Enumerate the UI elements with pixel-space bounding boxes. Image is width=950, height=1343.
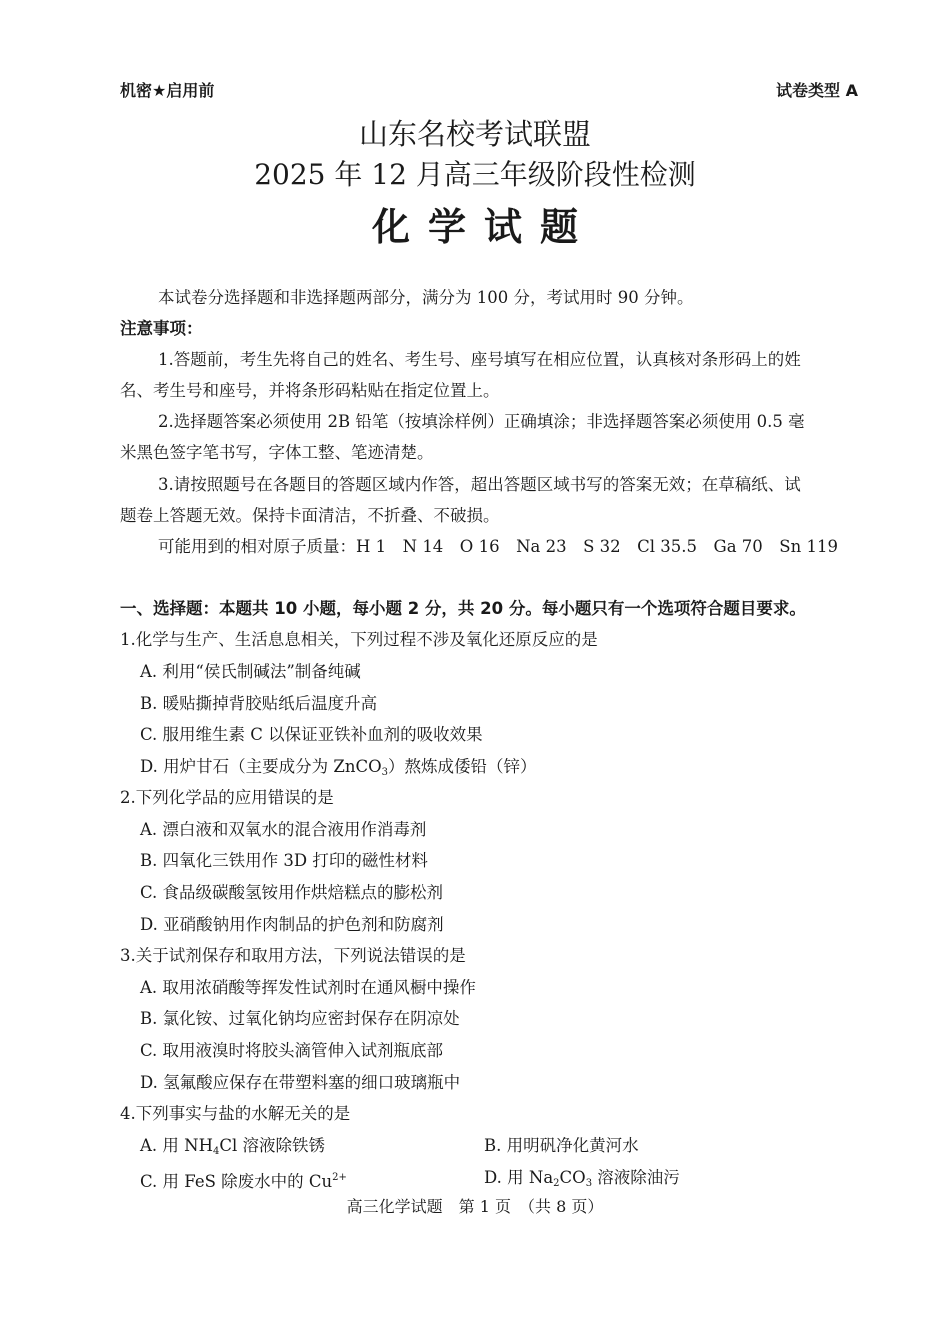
note-3-line-1: 3.请按照题号在各题目的答题区域内作答，超出答题区域书写的答案无效；在草稿纸、试 [158,475,801,494]
question-3-stem: 3.关于试剂保存和取用方法，下列说法错误的是 [120,946,466,965]
subject-title: 化学试题 [371,205,596,249]
question-1-stem: 1.化学与生产、生活息息相关，下列过程不涉及氧化还原反应的是 [120,630,598,649]
question-4-option-d: D. 用 $Na_2CO_3$ 溶液除油污 [484,1168,680,1189]
note-2-line-2: 米黑色签字笔书写，字体工整、笔迹清楚。 [120,443,434,462]
question-3-option-c: C. 取用液溴时将胶头滴管伸入试剂瓶底部 [140,1041,444,1060]
exam-alliance-title: 山东名校考试联盟 [358,117,591,151]
page-footer: 高三化学试题 第 1 页 （共 8 页） [346,1197,604,1216]
question-2-stem: 2.下列化学品的应用错误的是 [120,788,334,807]
atomic-masses: 可能用到的相对原子质量：H 1 N 14 O 16 Na 23 S 32 Cl 35.5 Ga 70 Sn 119 [158,537,838,556]
question-2-option-c: C. 食品级碳酸氢铵用作烘焙糕点的膨松剂 [140,883,444,902]
intro-text: 本试卷分选择题和非选择题两部分，满分为 100 分，考试用时 90 分钟。 [158,288,694,307]
exam-session-title: 2025 年 12 月高三年级阶段性检测 [254,158,696,191]
question-4-option-c: C. 用 FeS 除废水中的 $Cu^{2+}$ [140,1172,347,1191]
question-3-option-b: B. 氯化铵、过氧化钠均应密封保存在阴凉处 [140,1009,460,1028]
note-1-line-2: 名、考生号和座号，并将条形码粘贴在指定位置上。 [120,381,500,400]
question-1-option-a: A. 利用“侯氏制碱法”制备纯碱 [140,662,361,681]
question-2-option-d: D. 亚硝酸钠用作肉制品的护色剂和防腐剂 [140,915,444,934]
section-1-heading: 一、选择题：本题共 10 小题，每小题 2 分，共 20 分。每小题只有一个选项符合题目要求。 [120,599,806,618]
question-2-option-b: B. 四氧化三铁用作 3D 打印的磁性材料 [140,851,428,870]
question-1-option-b: B. 暖贴撕掉背胶贴纸后温度升高 [140,694,378,713]
question-4-option-b: B. 用明矾净化黄河水 [484,1136,639,1155]
question-3-option-d: D. 氢氟酸应保存在带塑料塞的细口玻璃瓶中 [140,1073,461,1092]
question-4-stem: 4.下列事实与盐的水解无关的是 [120,1104,351,1123]
question-1-option-d: D. 用炉甘石（主要成分为 ZnCO$_3$）熬炼成倭铅（锌） [140,757,537,778]
question-3-option-a: A. 取用浓硝酸等挥发性试剂时在通风橱中操作 [140,978,476,997]
notes-heading: 注意事项： [120,319,203,338]
confidential-label: 机密★启用前 [120,81,215,100]
question-4-option-a: A. 用 $NH_4Cl$ 溶液除铁锈 [140,1136,326,1157]
question-1-option-c: C. 服用维生素 C 以保证亚铁补血剂的吸收效果 [140,725,483,744]
note-1-line-1: 1.答题前，考生先将自己的姓名、考生号、座号填写在相应位置，认真核对条形码上的姓 [158,350,801,369]
paper-type-label: 试卷类型 A [776,81,858,100]
note-3-line-2: 题卷上答题无效。保持卡面清洁，不折叠、不破损。 [120,506,500,525]
question-2-option-a: A. 漂白液和双氧水的混合液用作消毒剂 [140,820,427,839]
note-2-line-1: 2.选择题答案必须使用 2B 铅笔（按填涂样例）正确填涂；非选择题答案必须使用 0.5 毫 [158,412,805,431]
